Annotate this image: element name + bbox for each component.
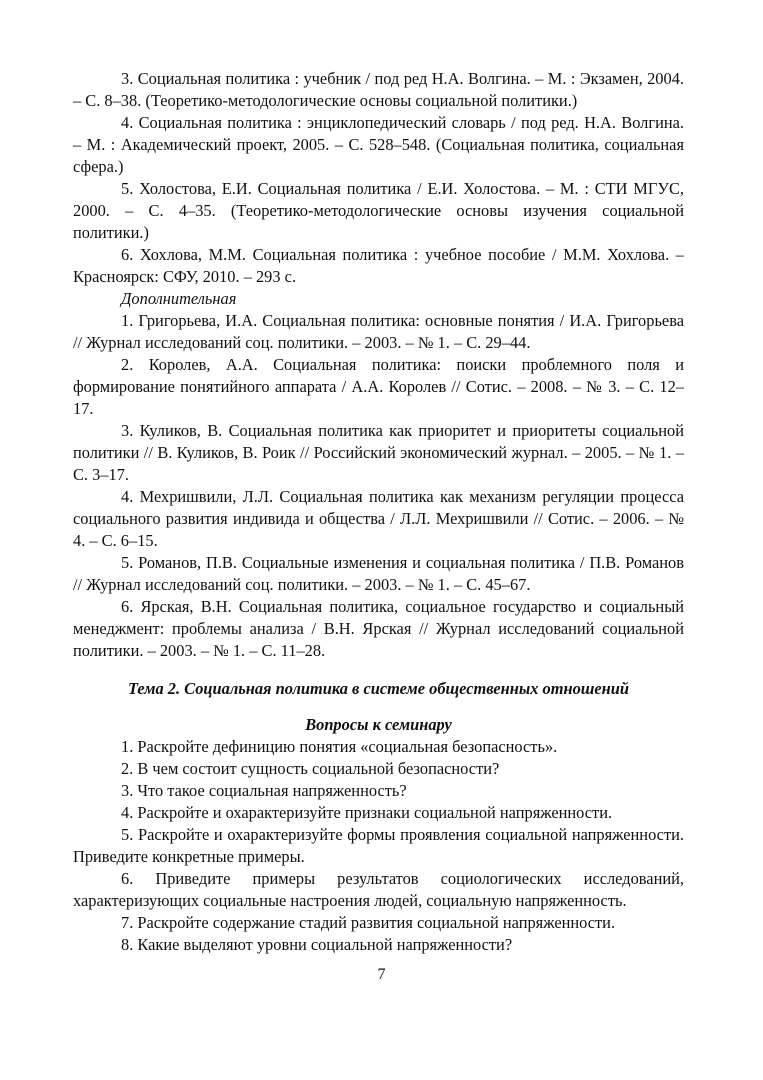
- additional-literature-heading: Дополнительная: [121, 289, 237, 308]
- reference-item: 1. Григорьева, И.А. Социальная политика: основные понятия / И.А. Григорьева // Журнал исследований соц. политики. – 2003. – № 1. – С. 29–44.: [73, 311, 684, 352]
- reference-item: 3. Куликов, В. Социальная политика как приоритет и приоритеты социальной политики // В. Куликов, В. Роик // Российский экономический журнал. – 2005. – № 1. – С. 3–17.: [73, 421, 684, 484]
- document-page: [73, 68, 684, 956]
- reference-item: 2. Королев, А.А. Социальная политика: поиски проблемного поля и формирование понятийного аппарата / А.А. Королев // Сотис. – 2008. – № 3. – С. 12–17.: [73, 355, 684, 418]
- seminar-questions-title: Вопросы к семинару: [305, 715, 452, 734]
- question-item: 5. Раскройте и охарактеризуйте формы проявления социальной напряженности. Приведите конкретные примеры.: [73, 825, 684, 866]
- reference-item: 6. Ярская, В.Н. Социальная политика, социальное государство и социальный менеджмент: проблемы анализа / В.Н. Ярская // Журнал исследований социальной политики. – 2003. – № 1. – С. 11–28.: [73, 597, 684, 660]
- question-item: 7. Раскройте содержание стадий развития социальной напряженности.: [121, 913, 616, 932]
- reference-item: 4. Социальная политика : энциклопедический словарь / под ред. Н.А. Волгина. – М. : Академический проект, 2005. – С. 528–548. (Социальная политика, социальная сфера.): [73, 113, 684, 176]
- question-item: 3. Что такое социальная напряженность?: [121, 781, 407, 800]
- question-item: 6. Приведите примеры результатов социологических исследований, характеризующих социальные настроения людей, социальную напряженность.: [73, 869, 684, 910]
- question-item: 1. Раскройте дефиницию понятия «социальная безопасность».: [121, 737, 558, 756]
- reference-item: 6. Хохлова, М.М. Социальная политика : учебное пособие / М.М. Хохлова. – Красноярск: СФУ, 2010. – 293 с.: [73, 245, 684, 286]
- question-item: 4. Раскройте и охарактеризуйте признаки социальной напряженности.: [121, 803, 613, 822]
- topic-title: Тема 2. Социальная политика в системе общественных отношений: [127, 679, 630, 698]
- reference-item: 5. Романов, П.В. Социальные изменения и социальная политика / П.В. Романов // Журнал исследований соц. политики. – 2003. – № 1. – С. 45–67.: [73, 553, 684, 594]
- question-item: 2. В чем состоит сущность социальной безопасности?: [121, 759, 500, 778]
- page-number: 7: [377, 966, 386, 983]
- reference-item: 4. Мехришвили, Л.Л. Социальная политика как механизм регуляции процесса социального развития индивида и общества / Л.Л. Мехришвили // Сотис. – 2006. – № 4. – С. 6–15.: [73, 487, 684, 550]
- reference-item: 5. Холостова, Е.И. Социальная политика / Е.И. Холостова. – М. : СТИ МГУС, 2000. – С. 4–35. (Теоретико-методологические основы изучения социальной политики.): [73, 179, 684, 242]
- question-item: 8. Какие выделяют уровни социальной напряженности?: [121, 935, 513, 954]
- reference-item: 3. Социальная политика : учебник / под ред Н.А. Волгина. – М. : Экзамен, 2004. – С. 8–38. (Теоретико-методологические основы социальной политики.): [73, 69, 684, 110]
